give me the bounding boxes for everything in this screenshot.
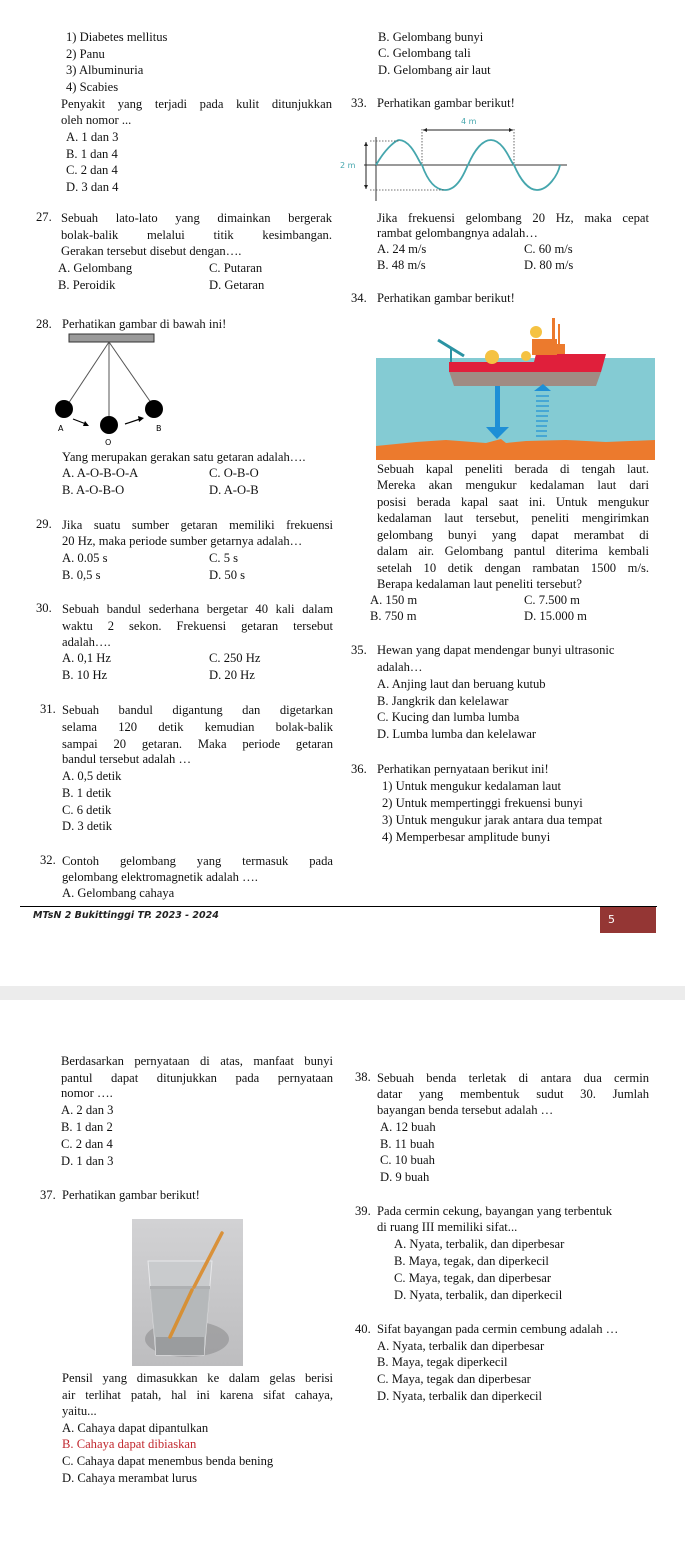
answer-option[interactable]: D. Cahaya merambat lurus [62,1471,197,1485]
question-text: Sebuah lato-lato yang dimainkan bergerak [61,211,332,225]
answer-option[interactable]: C. O-B-O [209,466,259,480]
question-number: 32. [40,853,56,867]
question-text: Jika frekuensi gelombang 20 Hz, maka cepat [377,211,649,225]
ship-dome [521,351,531,361]
answer-option[interactable]: C. 10 buah [380,1153,435,1167]
question-text: Mereka akan mengukur kedalaman laut dari [377,478,649,492]
answer-option[interactable]: D. Lumba lumba dan kelelawar [377,727,537,741]
question-text: pantul dapat ditunjukkan pada pernyataan [61,1071,333,1085]
question-text: bayangan benda tersebut adalah … [377,1103,554,1117]
question-prompt: Perhatikan gambar berikut! [377,291,515,305]
question-number: 34. [351,291,367,305]
question-text: oleh nomor ... [61,113,132,127]
answer-option[interactable]: B. 11 buah [380,1137,435,1151]
statement-item: 4) Scabies [66,80,119,94]
footer-school: MTsN 2 Bukittinggi TP. 2023 - 2024 [33,910,219,921]
question-text: Jika suatu sumber getaran memiliki frekuensi [62,518,333,532]
answer-option[interactable]: B. 1 dan 4 [66,147,118,161]
answer-option[interactable]: B. Peroidik [58,278,116,292]
answer-option[interactable]: A. Gelombang [58,261,133,275]
arrow-icon [125,419,140,424]
answer-option-highlighted[interactable]: B. Cahaya dapat dibiaskan [62,1437,197,1451]
answer-option[interactable]: A. Cahaya dapat dipantulkan [62,1421,209,1435]
answer-option[interactable]: C. Cahaya dapat menembus benda bening [62,1454,274,1468]
wavelength-label: 4 m [461,117,477,126]
question-text: Sebuah bandul digantung dan digetarkan [62,703,333,717]
question-prompt: Perhatikan pernyataan berikut ini! [377,762,549,776]
question-text: di ruang III memiliki sifat... [377,1220,518,1234]
question-text: Hewan yang dapat mendengar bunyi ultrasonic [377,643,615,657]
question-number: 30. [36,601,52,615]
answer-option[interactable]: D. 1 dan 3 [61,1154,114,1168]
question-number: 28. [36,317,52,331]
question-prompt: Perhatikan gambar di bawah ini! [62,317,227,331]
page-number-badge: 5 [600,907,656,933]
question-text: air terlihat patah, hal ini karena sifat cahaya, [62,1388,333,1402]
question-number: 35. [351,643,367,657]
question-text: Gerakan tersebut disebut dengan…. [61,244,242,258]
ship-sonar-figure [376,312,656,460]
answer-option[interactable]: A. 12 buah [380,1120,436,1134]
answer-option[interactable]: C. 6 detik [62,803,112,817]
question-text: 20 Hz, maka periode sumber getarnya adalah… [62,534,303,548]
answer-option[interactable]: A. Gelombang cahaya [62,886,175,900]
question-text: posisi berada kapal saat ini. Untuk mengukur [377,495,649,509]
ship-mast [552,318,555,348]
answer-option[interactable]: C. Gelombang tali [378,46,471,60]
arrowhead-icon [364,185,368,189]
arrowhead-icon [423,128,427,132]
statement-item: 1) Diabetes mellitus [66,30,168,44]
answer-option[interactable]: D. 80 m/s [524,258,574,272]
question-number: 31. [40,702,56,716]
answer-option[interactable]: B. 1 dan 2 [61,1120,113,1134]
answer-option[interactable]: A. Nyata, terbalik, dan diperbesar [394,1237,565,1251]
question-number: 37. [40,1188,56,1202]
question-text: sampai 20 getaran. Maka periode getaran [62,737,333,751]
question-number: 33. [351,96,367,110]
statement-item: 2) Panu [66,47,105,61]
answer-option[interactable]: B. 1 detik [62,786,112,800]
question-text: bandul tersebut adalah … [62,752,192,766]
answer-option[interactable]: D. 9 buah [380,1170,430,1184]
question-text: gelombang bunyi yang dapat merambat di [377,528,649,542]
answer-option[interactable]: B. 48 m/s [377,258,426,272]
pencil-in-glass-photo [132,1219,243,1366]
question-text: Berdasarkan pernyataan di atas, manfaat bunyi [61,1054,333,1068]
answer-option[interactable]: A. Anjing laut dan beruang kutub [377,677,546,691]
question-text: yaitu... [62,1404,97,1418]
question-text: Berapa kedalaman laut peneliti tersebut? [377,577,582,591]
question-text: Pada cermin cekung, bayangan yang terbentuk [377,1204,612,1218]
ship-dome [530,326,542,338]
question-number: 29. [36,517,52,531]
question-prompt: Perhatikan gambar berikut! [377,96,515,110]
glass-base [156,1337,204,1355]
glass-water [150,1286,210,1289]
question-number: 27. [36,210,52,224]
pendulum-bob-a [55,400,73,418]
answer-option[interactable]: C. Maya, tegak dan diperbesar [377,1372,531,1386]
question-number: 36. [351,762,367,776]
ship-deckhouse [552,344,565,354]
question-text: adalah… [377,660,423,674]
answer-option[interactable]: B. 750 m [370,609,417,623]
answer-option[interactable]: A. 0.05 s [62,551,108,565]
question-text: waktu 2 sekon. Frekuensi getaran tersebut [62,619,333,633]
answer-option[interactable]: A. 24 m/s [377,242,427,256]
question-number: 40. [355,1322,371,1336]
question-text: Yang merupakan gerakan satu getaran adalah…. [62,450,306,464]
question-text: bolak-balik melalui titik kesimbangan. [61,228,332,242]
statement-item: 2) Untuk mempertinggi frekuensi bunyi [382,796,583,810]
answer-option[interactable]: A. 0,5 detik [62,769,122,783]
answer-option[interactable]: C. Kucing dan lumba lumba [377,710,520,724]
answer-option[interactable]: B. 0,5 s [62,568,101,582]
pendulum-bob-o [100,416,118,434]
answer-option[interactable]: D. 15.000 m [524,609,587,623]
statement-item: 1) Untuk mengukur kedalaman laut [382,779,562,793]
pendulum-bob-b [145,400,163,418]
statement-item: 4) Memperbesar amplitude bunyi [382,830,551,844]
question-text: selama 120 detik kemudian bolak-balik [62,720,333,734]
figure-label-b: B [156,424,162,433]
question-text: rambat gelombangnya adalah… [377,226,538,240]
answer-option[interactable]: A. 2 dan 3 [61,1103,114,1117]
answer-option[interactable]: C. 60 m/s [524,242,573,256]
pendulum-support [69,334,154,342]
answer-option[interactable]: D. 20 Hz [209,668,255,682]
answer-option[interactable]: D. 3 detik [62,819,113,833]
statement-item: 3) Untuk mengukur jarak antara dua tempat [382,813,603,827]
amplitude-label: 2 m [340,161,356,170]
answer-option[interactable]: B. A-O-B-O [62,483,125,497]
answer-option[interactable]: C. 5 s [209,551,239,565]
ship-hull-lower [449,371,601,386]
answer-option[interactable]: B. Jangkrik dan kelelawar [377,694,509,708]
answer-option[interactable]: D. A-O-B [209,483,259,497]
pendulum-string-b [109,342,154,407]
ship-dome [485,350,499,364]
answer-option[interactable]: A. 1 dan 3 [66,130,119,144]
question-number: 38. [355,1070,371,1084]
question-text: Contoh gelombang yang termasuk pada [62,854,333,868]
question-text: dalam air. Gelombang pantul diterima kembali [377,544,649,558]
question-text: Sebuah bandul sederhana bergetar 40 kali dalam [62,602,333,616]
question-text: adalah…. [62,635,111,649]
question-text: Pensil yang dimasukkan ke dalam gelas berisi [62,1371,333,1385]
question-text: nomor …. [61,1086,113,1100]
question-text: datar yang membentuk sudut 30. Jumlah [377,1087,649,1101]
figure-label-a: A [58,424,64,433]
answer-option[interactable]: C. 250 Hz [209,651,261,665]
figure-label-o: O [105,438,112,447]
answer-option[interactable]: A. 0,1 Hz [62,651,111,665]
arrowhead-icon [509,128,513,132]
statement-item: 3) Albuminuria [66,63,144,77]
answer-option[interactable]: A. Nyata, terbalik dan diperbesar [377,1339,545,1353]
answer-option[interactable]: B. 10 Hz [62,668,108,682]
arrow-icon [73,419,86,424]
answer-option[interactable]: D. Nyata, terbalik, dan diperkecil [394,1288,563,1302]
answer-option[interactable]: A. 150 m [370,593,418,607]
wave-figure [340,113,612,203]
answer-option[interactable]: C. 2 dan 4 [61,1137,113,1151]
answer-option[interactable]: B. Gelombang bunyi [378,30,484,44]
sonar-ping-down [495,386,500,430]
pendulum-figure [50,330,170,447]
answer-option[interactable]: C. 7.500 m [524,593,580,607]
answer-option[interactable]: D. Nyata, terbalik dan diperkecil [377,1389,543,1403]
answer-option[interactable]: D. 3 dan 4 [66,180,119,194]
question-text: setelah 10 detik dengan rambatan 1500 m/s. [377,561,649,575]
question-text: Penyakit yang terjadi pada kulit ditunjukkan [61,97,332,111]
answer-option[interactable]: B. Maya, tegak, dan diperkecil [394,1254,549,1268]
answer-option[interactable]: A. A-O-B-O-A [62,466,139,480]
question-text: kedalaman laut tersebut, peneliti mengirimkan [377,511,649,525]
footer-divider [20,906,657,907]
question-prompt: Perhatikan gambar berikut! [62,1188,200,1202]
question-text: Sebuah kapal peneliti berada di tengah laut. [377,462,649,476]
answer-option[interactable]: C. Putaran [209,261,263,275]
question-text: gelombang elektromagnetik adalah …. [62,870,258,884]
question-text: Sifat bayangan pada cermin cembung adalah … [377,1322,619,1336]
arrowhead-icon [364,142,368,146]
answer-option[interactable]: D. Gelombang air laut [378,63,491,77]
question-text: Sebuah benda terletak di antara dua cermin [377,1071,649,1085]
answer-option[interactable]: C. 2 dan 4 [66,163,118,177]
answer-option[interactable]: C. Maya, tegak, dan diperbesar [394,1271,552,1285]
page-separator [0,986,685,1000]
pendulum-string-a [66,342,109,407]
sea-floor [376,439,655,460]
arrowhead-icon [138,416,144,422]
answer-option[interactable]: D. Getaran [209,278,265,292]
answer-option[interactable]: D. 50 s [209,568,246,582]
answer-option[interactable]: B. Maya, tegak diperkecil [377,1355,508,1369]
question-number: 39. [355,1204,371,1218]
